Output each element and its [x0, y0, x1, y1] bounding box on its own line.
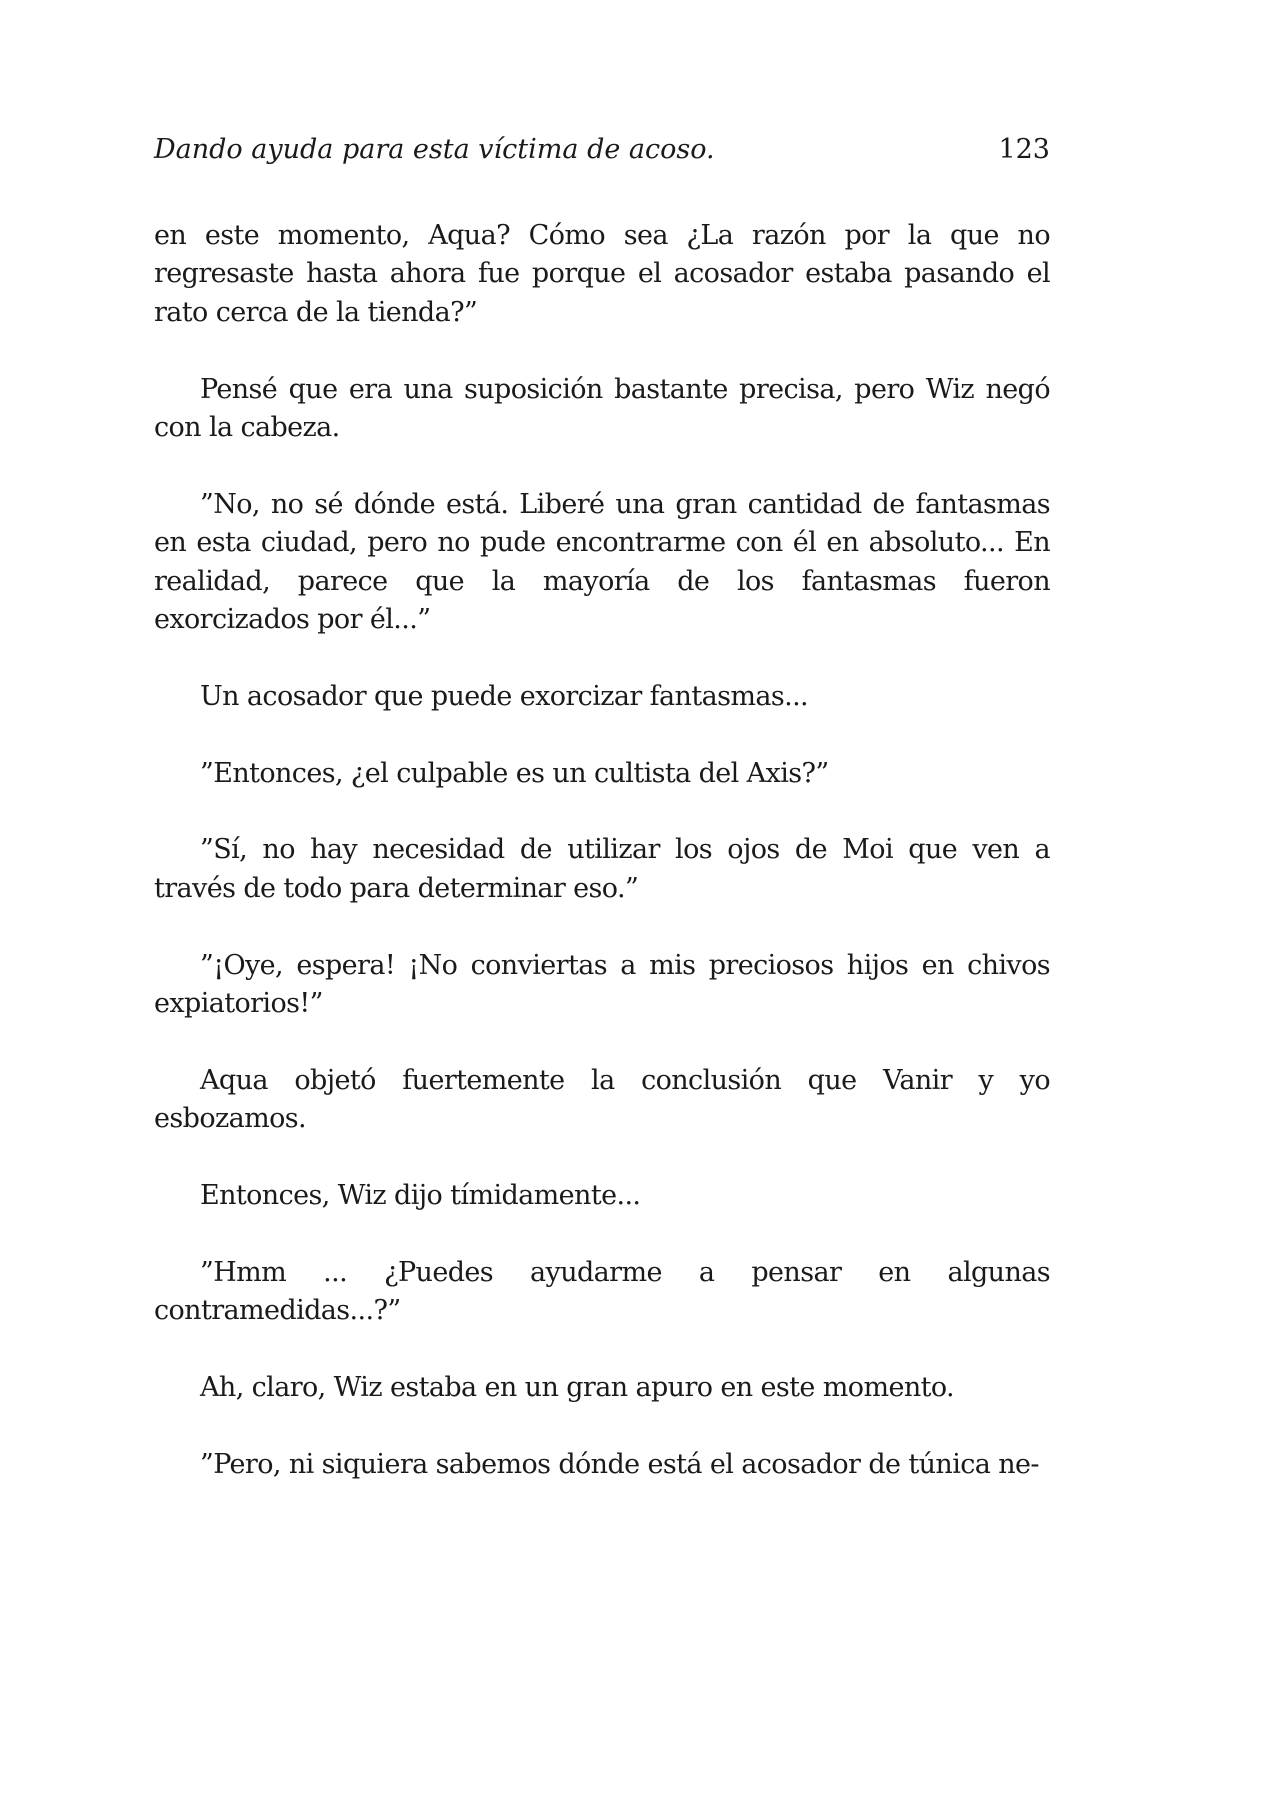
paragraph: Ah, claro, Wiz estaba en un gran apuro en este momento.	[200, 1372, 955, 1404]
paragraph: Un acosador que puede exorcizar fantasmas...	[200, 680, 809, 712]
page-number: 123	[998, 134, 1050, 165]
paragraph: Aqua objetó fuertemente la conclusión que Vanir y yo esbozamos.	[154, 1064, 1050, 1135]
paragraph: ”Entonces, ¿el culpable es un cultista del Axis?”	[200, 757, 829, 789]
paragraph: en este momento, Aqua? Cómo sea ¿La razón por la que no regresaste hasta ahora fue porque el acosador estaba pasando el rato cerca de la tienda?”	[154, 220, 1050, 328]
paragraph: Entonces, Wiz dijo tímidamente...	[200, 1180, 641, 1212]
paragraph: ”Hmm ... ¿Puedes ayudarme a pensar en algunas contramedidas...?”	[154, 1256, 1050, 1327]
body-text	[154, 217, 1050, 1484]
paragraph: ”Sí, no hay necesidad de utilizar los ojos de Moi que ven a través de todo para determinar eso.”	[154, 834, 1050, 904]
paragraph: Pensé que era una suposición bastante precisa, pero Wiz negó con la cabeza.	[154, 373, 1050, 444]
chapter-running-title: Dando ayuda para esta víctima de acoso.	[154, 134, 715, 165]
paragraph: ”No, no sé dónde está. Liberé una gran cantidad de fantasmas en esta ciudad, pero no pude encontrarme con él en absoluto... En realidad, parece que la mayoría de los fantasmas fueron exorcizados por él...”	[154, 488, 1050, 636]
running-header	[154, 128, 1050, 172]
paragraph: ”¡Oye, espera! ¡No conviertas a mis preciosos hijos en chivos expiatorios!”	[154, 949, 1050, 1020]
paragraph: ”Pero, ni siquiera sabemos dónde está el acosador de túnica ne-	[200, 1448, 1039, 1480]
